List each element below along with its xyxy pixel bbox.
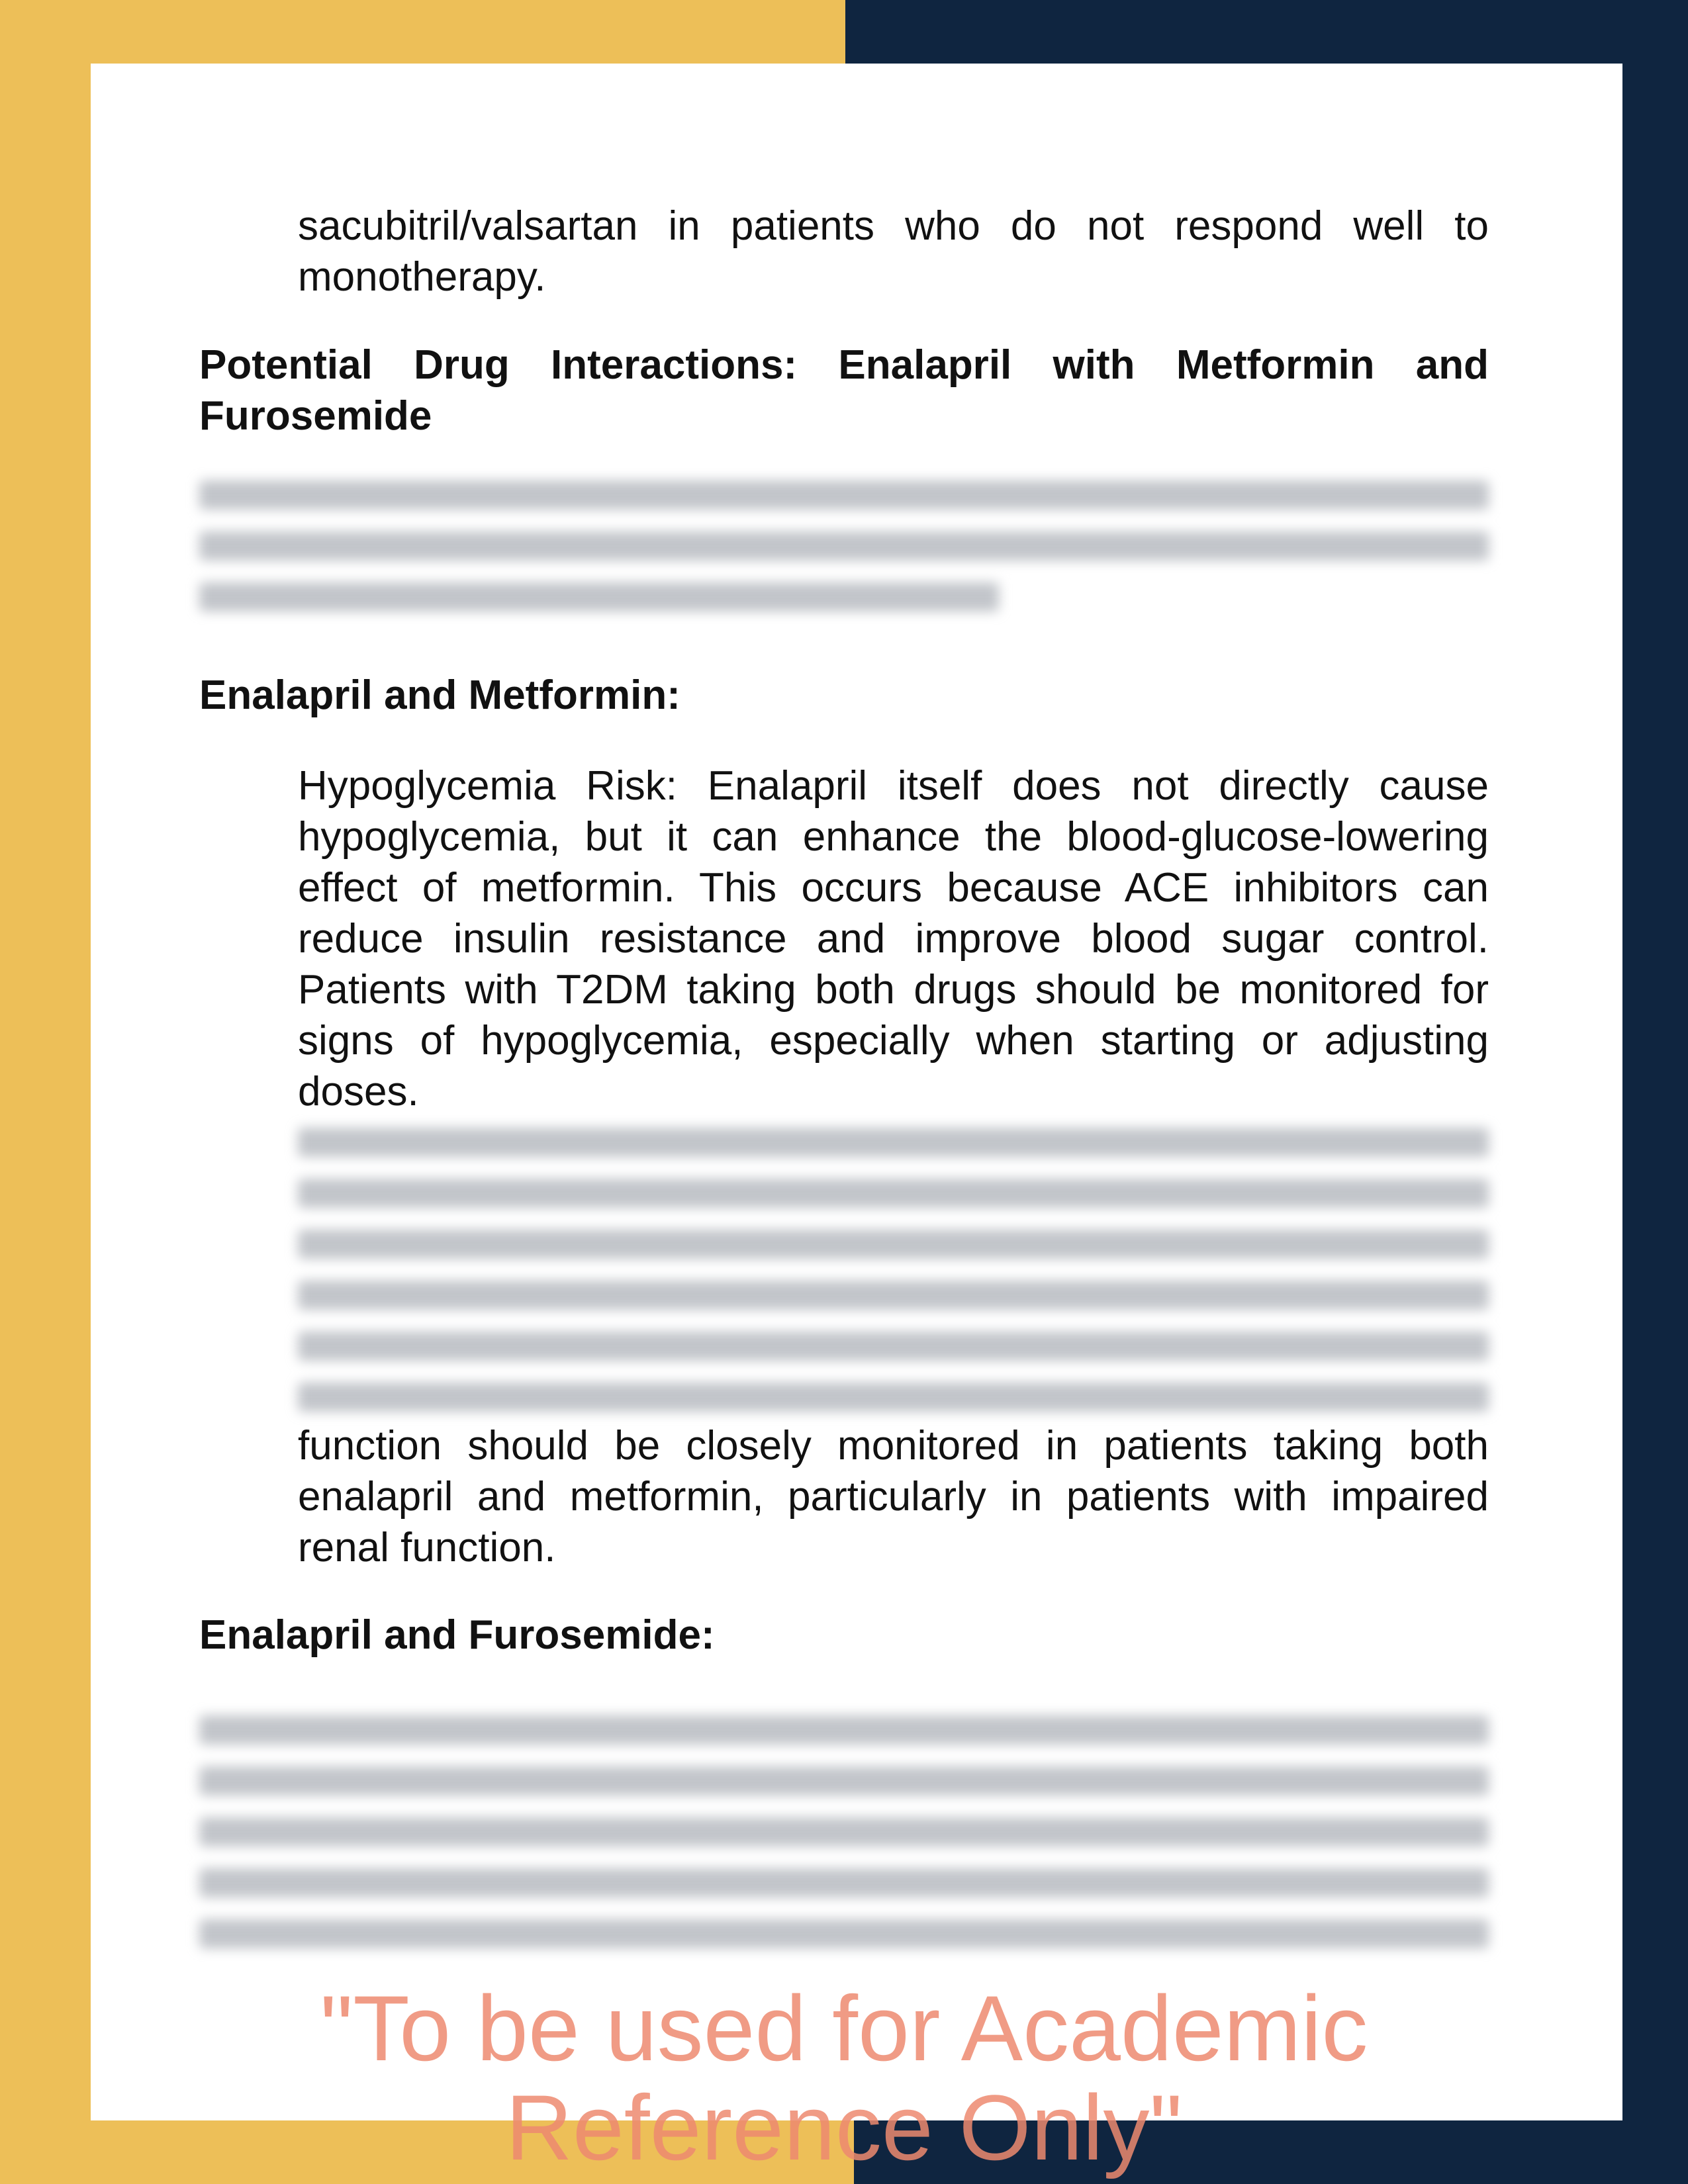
heading-enalapril-metformin: Enalapril and Metformin:: [199, 672, 680, 718]
yellow-border-left: [0, 0, 91, 2184]
intro-paragraph: sacubitril/valsartan in patients who do not respond well to monotherapy.: [298, 203, 1489, 300]
yellow-border-top: [0, 0, 845, 64]
heading-enalapril-furosemide: Enalapril and Furosemide:: [199, 1612, 715, 1658]
blurred-paragraph: [298, 1128, 1489, 1433]
blurred-paragraph: [199, 480, 1489, 633]
hypoglycemia-paragraph: Hypoglycemia Risk: Enalapril itself does not directly cause hypoglycemia, but it can enhance the blood-glucose-lowering effect of metformin. This occurs because ACE inhibitors can reduce insulin resistance and improve blood sugar control. Patients with T2DM taking both drugs should be monitored for signs of hypoglycemia, especially when starting or adjusting doses.: [298, 763, 1489, 1115]
blurred-paragraph: [199, 1715, 1489, 1970]
watermark: "To be used for Academic Reference Only": [320, 1976, 1368, 2179]
heading-drug-interactions: Potential Drug Interactions: Enalapril with Metformin and Furosemide: [199, 342, 1489, 439]
renal-function-paragraph: function should be closely monitored in patients taking both enalapril and metformin, particularly in patients with impaired renal function.: [298, 1423, 1489, 1570]
